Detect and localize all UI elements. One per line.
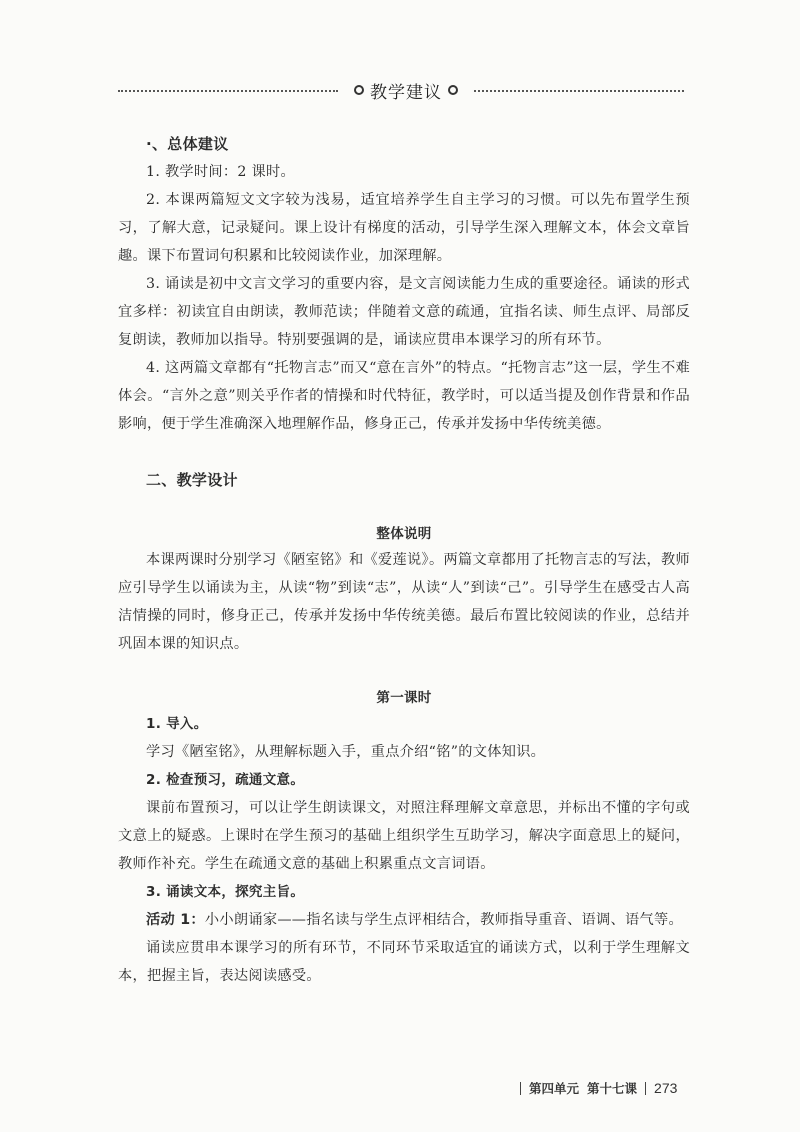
suggestion-item: 4. 这两篇文章都有“托物言志”而又“意在言外”的特点。“托物言志”这一层，学生不难体会。“言外之意”则关乎作者的情操和时代特征，教学时，可以适当提及创作背景和作品影响，便于学生准确深入地理解作品，修身正己，传承并发扬中华传统美德。 bbox=[118, 360, 690, 432]
header-title-group bbox=[344, 78, 468, 102]
overview-text: 本课两课时分别学习《陋室铭》和《爱莲说》。两篇文章都用了托物言志的写法，教师应引导学生以诵读为主，从读“物”到读“志”，从读“人”到读“己”。引导学生在感受古人高洁情操的同时，修身正己，传承并发扬中华传统美德。最后布置比较阅读的作业，总结并巩固本课的知识点。 bbox=[118, 552, 690, 652]
activity-text: 小小朗诵家——指名读与学生点评相结合，教师指导重音、语调、语气等。 bbox=[204, 912, 683, 928]
section-heading-overall: ·、总体建议 bbox=[146, 135, 229, 153]
step-heading: 3. 诵读文本，探究主旨。 bbox=[146, 884, 305, 900]
step-heading: 2. 检查预习，疏通文意。 bbox=[146, 772, 305, 788]
section-heading-design: 二、教学设计 bbox=[146, 471, 238, 489]
header-divider-left bbox=[118, 90, 338, 92]
page-header bbox=[118, 78, 684, 102]
header-title: 教学建议 bbox=[370, 82, 442, 103]
overview-heading: 整体说明 bbox=[376, 526, 432, 542]
step-heading: 1. 导入。 bbox=[146, 716, 208, 732]
lesson-heading: 第一课时 bbox=[376, 690, 432, 706]
suggestion-item: 2. 本课两篇短文文字较为浅易，适宜培养学生自主学习的习惯。可以先布置学生预习，了解大意，记录疑问。课上设计有梯度的活动，引导学生深入理解文本，体会文章旨趣。课下布置词句积累和比较阅读作业，加深理解。 bbox=[118, 192, 690, 264]
footer-unit: 第四单元 bbox=[529, 1081, 580, 1096]
step-text: 诵读应贯串本课学习的所有环节，不同环节采取适宜的诵读方式，以利于学生理解文本，把握主旨，表达阅读感受。 bbox=[118, 940, 690, 984]
footer-divider bbox=[645, 1082, 646, 1095]
footer-lesson: 第十七课 bbox=[587, 1081, 638, 1096]
suggestion-item: 1. 教学时间：2 课时。 bbox=[146, 164, 295, 180]
footer-divider bbox=[520, 1082, 521, 1095]
page-number: 273 bbox=[654, 1080, 678, 1096]
page-footer bbox=[520, 1078, 677, 1098]
header-divider-right bbox=[474, 90, 684, 92]
circle-bullet-icon bbox=[354, 85, 364, 95]
step-text: 课前布置预习，可以让学生朗读课文，对照注释理解文章意思，并标出不懂的字句或文意上的疑惑。上课时在学生预习的基础上组织学生互助学习，解决字面意思上的疑问，教师作补充。学生在疏通文意的基础上积累重点文言词语。 bbox=[118, 800, 690, 872]
suggestion-item: 3. 诵读是初中文言文学习的重要内容，是文言阅读能力生成的重要途径。诵读的形式宜多样：初读宜自由朗读，教师范读；伴随着文意的疏通，宜指名读、师生点评、局部反复朗读，教师加以指导。特别要强调的是，诵读应贯串本课学习的所有环节。 bbox=[118, 276, 690, 348]
circle-bullet-icon bbox=[448, 85, 458, 95]
activity-label: 活动 1： bbox=[146, 912, 205, 928]
step-text: 学习《陋室铭》，从理解标题入手，重点介绍“铭”的文体知识。 bbox=[146, 744, 546, 760]
page-body bbox=[118, 130, 690, 990]
activity-paragraph bbox=[118, 906, 690, 934]
